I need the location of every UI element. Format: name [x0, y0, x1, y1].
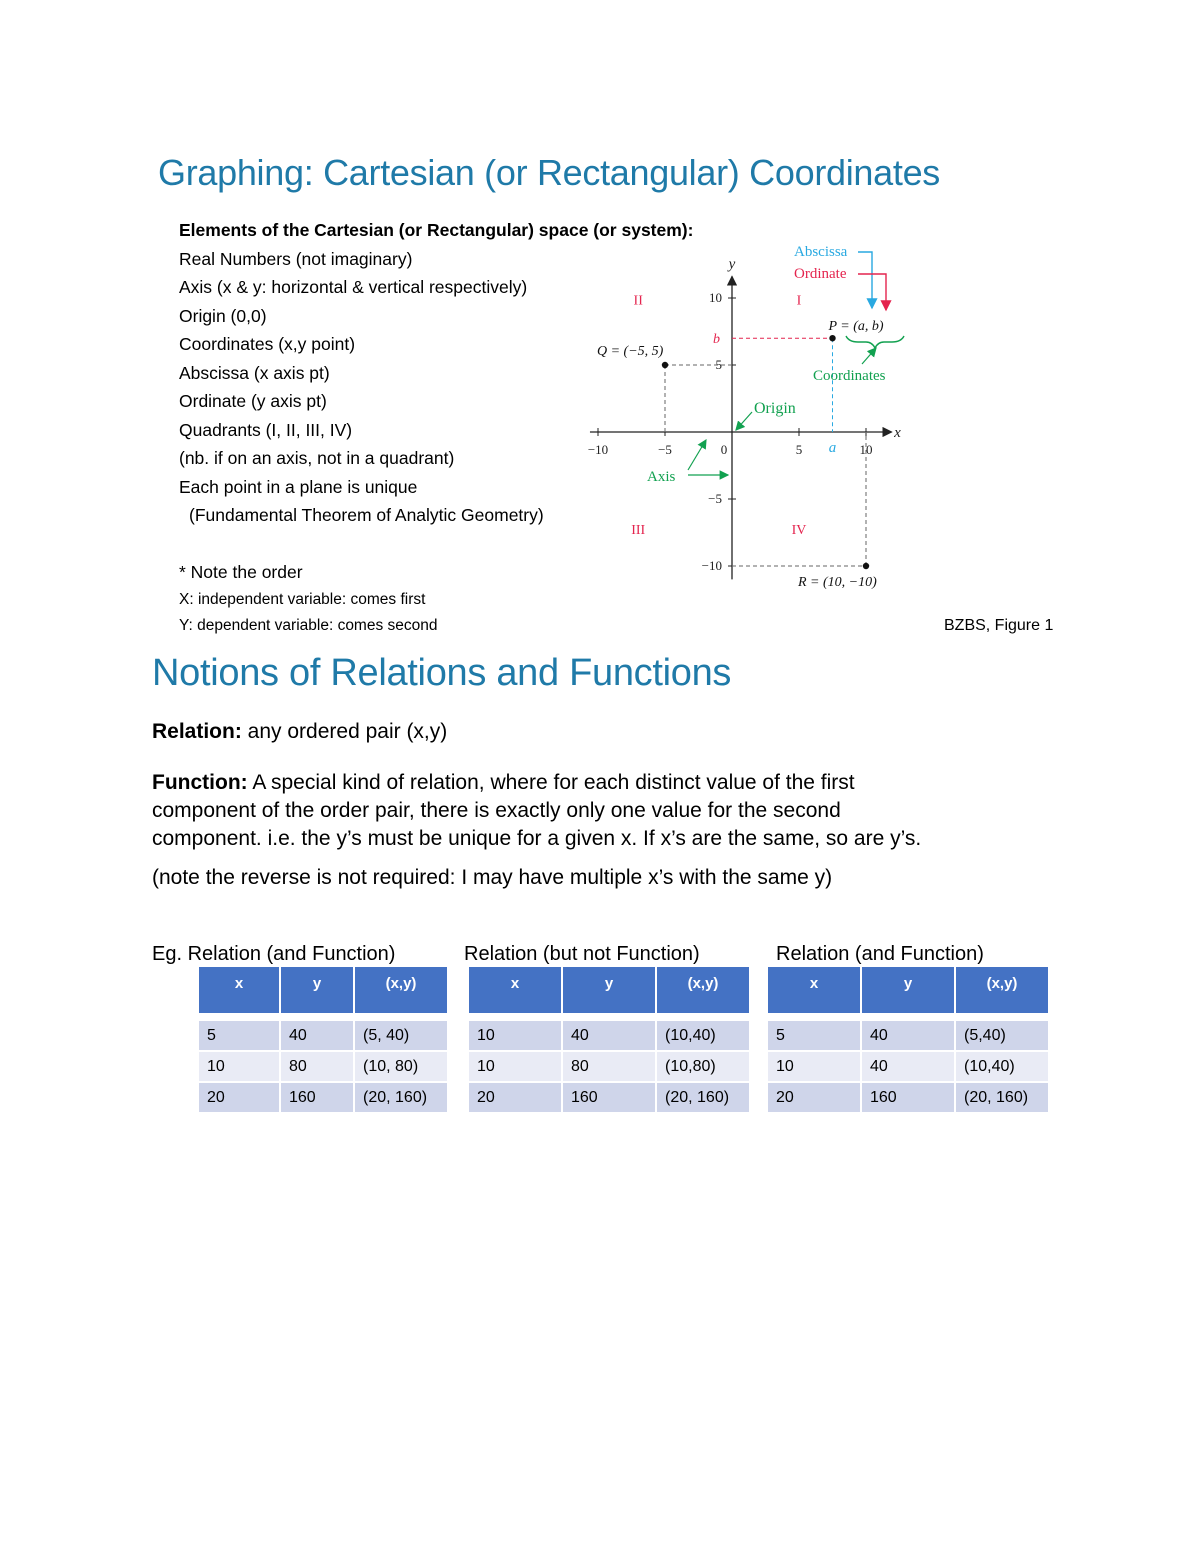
- element-item: Coordinates (x,y point): [179, 334, 356, 354]
- element-item: (nb. if on an axis, not in a quadrant): [179, 448, 455, 468]
- quadrant-label: I: [796, 293, 802, 309]
- axis-arrow-x: [688, 440, 706, 470]
- y-tick-label: −5: [708, 491, 722, 506]
- abscissa-arrow: [858, 252, 872, 308]
- table-relation-function-2: [766, 965, 1050, 1114]
- element-item: Quadrants (I, II, III, IV): [179, 420, 353, 440]
- element-item: Ordinate (y axis pt): [179, 391, 327, 411]
- point-q: [662, 362, 668, 368]
- x-tick-label: 10: [859, 442, 873, 457]
- point-r: [863, 563, 869, 569]
- table-relation-not-function: [467, 965, 751, 1114]
- table-row: 20 160 (20, 160): [199, 1083, 447, 1112]
- relation-text: any ordered pair (x,y): [241, 720, 448, 743]
- element-item: Origin (0,0): [179, 306, 267, 326]
- function-definition-line3: component. i.e. the y’s must be unique for a given x. If x’s are the same, so are y’s.: [152, 827, 922, 850]
- elements-title: Elements of the Cartesian (or Rectangular) space (or system):: [179, 220, 694, 240]
- origin-arrow: [736, 412, 752, 430]
- element-item: Each point in a plane is unique: [179, 477, 418, 497]
- header-xy: (x,y): [657, 967, 749, 1013]
- element-item: Real Numbers (not imaginary): [179, 249, 413, 269]
- function-definition-line2: component of the order pair, there is exactly only one value for the second: [152, 799, 841, 822]
- quadrant-label: II: [633, 293, 643, 309]
- element-item: Abscissa (x axis pt): [179, 363, 330, 383]
- function-definition-line1: Function: A special kind of relation, where for each distinct value of the first: [152, 771, 855, 794]
- ordinate-b-label: b: [713, 332, 720, 348]
- x-tick-label: −10: [587, 442, 609, 457]
- ordinate-callout: Ordinate: [794, 266, 847, 282]
- x-tick-label: 5: [795, 442, 803, 457]
- x-axis-label: x: [894, 425, 901, 441]
- page-heading-graphing: Graphing: Cartesian (or Rectangular) Coordinates: [158, 152, 940, 193]
- point-p: [829, 335, 835, 341]
- table-row: 5 40 (5,40): [768, 1021, 1048, 1050]
- figure-credit: BZBS, Figure 1: [944, 617, 1054, 634]
- relation-definition: [152, 720, 447, 744]
- header-xy: (x,y): [956, 967, 1048, 1013]
- header-y: y: [862, 967, 954, 1013]
- origin-callout: Origin: [754, 400, 796, 417]
- point-r-label: R = (10, −10): [798, 575, 877, 590]
- table-row: 20 160 (20, 160): [469, 1083, 749, 1112]
- table-caption-1: Eg. Relation (and Function): [152, 943, 396, 965]
- abscissa-callout: Abscissa: [794, 244, 848, 260]
- table-row: 10 80 (10,80): [469, 1052, 749, 1081]
- table-row: 5 40 (5, 40): [199, 1021, 447, 1050]
- table-row: 10 80 (10, 80): [199, 1052, 447, 1081]
- header-xy: (x,y): [355, 967, 447, 1013]
- cartesian-figure: [570, 235, 910, 595]
- x-tick-label: −5: [658, 442, 672, 457]
- header-x: x: [469, 967, 561, 1013]
- coordinates-arrow: [862, 348, 876, 364]
- table-row: 10 40 (10,40): [768, 1052, 1048, 1081]
- x-variable-note: X: independent variable: comes first: [179, 591, 426, 608]
- coordinates-brace: [846, 336, 904, 348]
- element-item: Axis (x & y: horizontal & vertical respectively): [179, 277, 528, 297]
- y-tick-label: 5: [715, 357, 722, 372]
- header-y: y: [281, 967, 353, 1013]
- function-term: Function:: [152, 771, 248, 794]
- point-q-label: Q = (−5, 5): [597, 344, 664, 359]
- header-x: x: [199, 967, 279, 1013]
- table-row: 10 40 (10,40): [469, 1021, 749, 1050]
- point-p-label: P = (a, b): [828, 319, 884, 335]
- y-variable-note: Y: dependent variable: comes second: [179, 617, 438, 634]
- axis-callout: Axis: [647, 469, 676, 485]
- header-x: x: [768, 967, 860, 1013]
- header-y: y: [563, 967, 655, 1013]
- order-note: * Note the order: [179, 562, 303, 582]
- x-tick-label: 0: [720, 442, 728, 457]
- table-relation-function-1: [197, 965, 449, 1114]
- y-axis-label: y: [728, 256, 736, 273]
- coordinates-callout: Coordinates: [813, 368, 886, 384]
- y-tick-label: −10: [701, 558, 722, 573]
- page-heading-relations: Notions of Relations and Functions: [152, 652, 732, 694]
- reverse-note: (note the reverse is not required: I may have multiple x’s with the same y): [152, 866, 833, 889]
- quadrant-label: IV: [791, 522, 807, 538]
- relation-term: Relation:: [152, 720, 242, 743]
- element-item: (Fundamental Theorem of Analytic Geometry): [189, 505, 544, 525]
- table-caption-3: Relation (and Function): [776, 943, 984, 965]
- table-row: 20 160 (20, 160): [768, 1083, 1048, 1112]
- table-caption-2: Relation (but not Function): [464, 943, 700, 965]
- quadrant-label: III: [631, 522, 646, 538]
- abscissa-a-label: a: [828, 440, 837, 456]
- y-tick-label: 10: [709, 290, 722, 305]
